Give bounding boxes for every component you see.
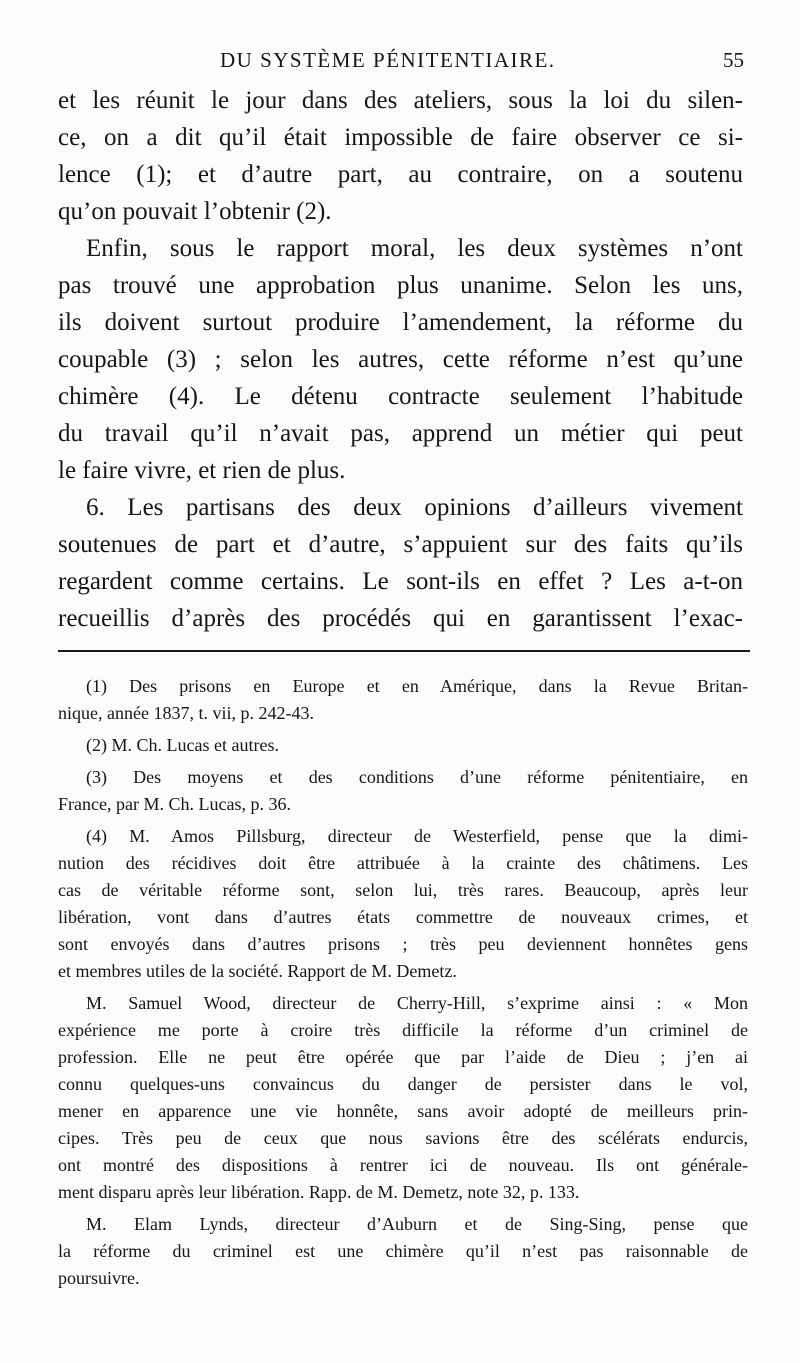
footnote-rule bbox=[58, 650, 750, 652]
running-title: DU SYSTÈME PÉNITENTIAIRE. bbox=[220, 48, 556, 72]
text-line: ce, on a dit qu’il était impossible de faire observer ce si- bbox=[58, 124, 743, 151]
footnote-line: nique, année 1837, t. vii, p. 242-43. bbox=[58, 703, 314, 723]
text-line: ils doivent surtout produire l’amendement, la réforme du bbox=[58, 309, 743, 336]
text-line: le faire vivre, et rien de plus. bbox=[58, 457, 346, 484]
footnote-line: poursuivre. bbox=[58, 1268, 140, 1288]
footnote-line: (3) Des moyens et des conditions d’une réforme pénitentiaire, en bbox=[86, 767, 748, 787]
text-line: du travail qu’il n’avait pas, apprend un métier qui peut bbox=[58, 420, 743, 447]
text-line: regardent comme certains. Le sont-ils en effet ? Les a-t-on bbox=[58, 568, 743, 595]
footnote-line: expérience me porte à croire très difficile la réforme d’un criminel de bbox=[58, 1020, 748, 1040]
footnote-line: (4) M. Amos Pillsburg, directeur de Westerfield, pense que la dimi- bbox=[86, 826, 748, 846]
text-line: 6. Les partisans des deux opinions d’ailleurs vivement bbox=[86, 494, 743, 521]
footnote-line: la réforme du criminel est une chimère qu’il n’est pas raisonnable de bbox=[58, 1241, 748, 1261]
footnote-line: et membres utiles de la société. Rapport de M. Demetz. bbox=[58, 961, 457, 981]
footnote-line: profession. Elle ne peut être opérée que par l’aide de Dieu ; j’en ai bbox=[58, 1047, 748, 1067]
footnote-line: ment disparu après leur libération. Rapp. de M. Demetz, note 32, p. 133. bbox=[58, 1182, 580, 1202]
running-header bbox=[60, 44, 744, 76]
footnote-line: M. Samuel Wood, directeur de Cherry-Hill, s’exprime ainsi : « Mon bbox=[86, 993, 748, 1013]
text-line: qu’on pouvait l’obtenir (2). bbox=[58, 198, 332, 225]
text-line: pas trouvé une approbation plus unanime. Selon les uns, bbox=[58, 272, 743, 299]
footnote-line: (2) M. Ch. Lucas et autres. bbox=[86, 735, 279, 755]
text-line: lence (1); et d’autre part, au contraire, on a soutenu bbox=[58, 161, 743, 188]
text-line: et les réunit le jour dans des ateliers, sous la loi du silen- bbox=[58, 87, 743, 114]
footnote-line: mener en apparence une vie honnête, sans avoir adopté de meilleurs prin- bbox=[58, 1101, 748, 1121]
text-line: soutenues de part et d’autre, s’appuient sur des faits qu’ils bbox=[58, 531, 743, 558]
footnote-line: sont envoyés dans d’autres prisons ; très peu deviennent honnêtes gens bbox=[58, 934, 748, 954]
footnote-line: connu quelques-uns convaincus du danger de persister dans le vol, bbox=[58, 1074, 748, 1094]
text-line: Enfin, sous le rapport moral, les deux systèmes n’ont bbox=[86, 235, 743, 262]
text-line: chimère (4). Le détenu contracte seulement l’habitude bbox=[58, 383, 743, 410]
text-line: recueillis d’après des procédés qui en garantissent l’exac- bbox=[58, 605, 743, 632]
footnote-line: ont montré des dispositions à rentrer ici de nouveau. Ils ont générale- bbox=[58, 1155, 748, 1175]
footnote-line: libération, vont dans d’autres états commettre de nouveaux crimes, et bbox=[58, 907, 748, 927]
footnote-line: M. Elam Lynds, directeur d’Auburn et de Sing-Sing, pense que bbox=[86, 1214, 748, 1234]
footnotes-block bbox=[58, 673, 748, 1292]
page-number: 55 bbox=[723, 48, 744, 72]
footnote-line: France, par M. Ch. Lucas, p. 36. bbox=[58, 794, 291, 814]
main-text-block bbox=[58, 82, 743, 637]
footnote-line: nution des récidives doit être attribuée à la crainte des châtimens. Les bbox=[58, 853, 748, 873]
footnote-line: (1) Des prisons en Europe et en Amérique, dans la Revue Britan- bbox=[86, 676, 748, 696]
footnote-line: cas de véritable réforme sont, selon lui, très rares. Beaucoup, après leur bbox=[58, 880, 748, 900]
text-line: coupable (3) ; selon les autres, cette réforme n’est qu’une bbox=[58, 346, 743, 373]
footnote-line: cipes. Très peu de ceux que nous savions être des scélérats endurcis, bbox=[58, 1128, 748, 1148]
